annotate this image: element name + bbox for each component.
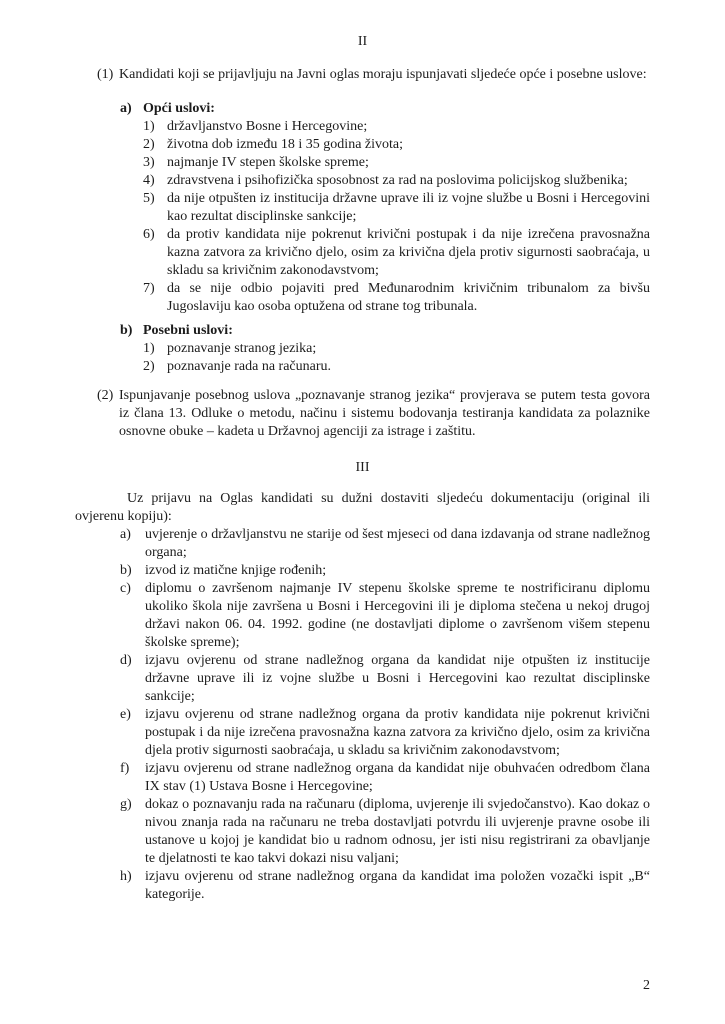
paragraph-2-marker: (2): [97, 388, 114, 403]
list-item-marker: 1): [143, 119, 155, 134]
list-item-text: državljanstvo Bosne i Hercegovine;: [167, 119, 368, 134]
list-item-marker: g): [120, 797, 132, 812]
documentation-list: [75, 526, 650, 904]
list-item: [143, 118, 650, 136]
list-item-marker: d): [120, 653, 132, 668]
special-conditions-list: [120, 322, 650, 376]
list-item: [120, 868, 650, 904]
list-item-marker: 6): [143, 227, 155, 242]
list-item: [143, 154, 650, 172]
list-item: [120, 526, 650, 562]
list-item: [143, 136, 650, 154]
section-iii-heading: III: [355, 460, 370, 475]
list-item-text: da nije otpušten iz institucija državne uprave ili iz vojne službe u Bosni i Hercegovini kao rezultat disciplinske sankcije;: [167, 191, 650, 224]
list-item-marker: 2): [143, 137, 155, 152]
list-item-marker: f): [120, 761, 130, 776]
list-item-marker: a): [120, 527, 131, 542]
list-item-marker: 1): [143, 341, 155, 356]
list-item-text: diplomu o završenom najmanje IV stepenu školske spreme te nostrificiranu diplomu ukoliko škola nije završena u Bosni i Hercegovini ili je diploma stečena u nekoj drugoj državi nakon 06. 04. 1992. godine (ne dostavljati diplome o završenom višem stepenu školske spreme);: [145, 581, 650, 650]
list-item-marker: c): [120, 581, 131, 596]
list-item: [143, 172, 650, 190]
list-item-marker: 4): [143, 173, 155, 188]
paragraph-1-text: Kandidati koji se prijavljuju na Javni oglas moraju ispunjavati sljedeće opće i posebne uslove:: [119, 67, 647, 82]
list-item: [143, 226, 650, 280]
list-item-text: dokaz o poznavanju rada na računaru (diploma, uvjerenje ili svjedočanstvo). Kao dokaz o nivou znanja rada na računaru ne treba dostavljati potvrdu ili uvjerenje pravne osobe ili ustanove u kojoj je kandidat bio u radnom odnosu, jer isti nisu registrirani za obavljanje te djelatnosti te kao takvi dokazi nisu valjani;: [145, 797, 650, 866]
list-item-text: izjavu ovjerenu od strane nadležnog organa da kandidat nije obuhvaćen odredbom člana IX stav (1) Ustava Bosne i Hercegovine;: [145, 761, 650, 794]
list-item: [120, 796, 650, 868]
special-conditions-items: [120, 340, 650, 376]
general-conditions-items: [120, 118, 650, 316]
general-conditions-title: Opći uslovi:: [143, 101, 215, 116]
paragraph-1-marker: (1): [97, 67, 114, 82]
list-item-marker: 3): [143, 155, 155, 170]
section-ii-heading: II: [357, 34, 368, 49]
list-item-text: zdravstvena i psihofizička sposobnost za rad na poslovima policijskog službenika;: [167, 173, 628, 188]
list-item-text: poznavanje rada na računaru.: [167, 359, 332, 374]
list-item-text: izjavu ovjerenu od strane nadležnog organa da kandidat nije otpušten iz institucije državne uprave ili iz vojne službe u Bosni i Hercegovini kao rezultat disciplinske sankcije;: [145, 653, 650, 704]
list-item-marker: e): [120, 707, 131, 722]
general-conditions-marker: a): [120, 101, 132, 116]
list-item-text: da se nije odbio pojaviti pred Međunarodnim krivičnim tribunalom za bivšu Jugoslaviju kao osoba optužena od strane tog tribunala.: [167, 281, 650, 314]
special-conditions-title: Posebni uslovi:: [143, 323, 233, 338]
list-item-marker: b): [120, 563, 132, 578]
general-conditions-title-row: [120, 100, 650, 118]
special-conditions-marker: b): [120, 323, 133, 338]
paragraph-2-text: Ispunjavanje posebnog uslova „poznavanje stranog jezika“ provjerava se putem testa govora iz člana 13. Odluke o metodu, načinu i sistemu bodovanja testiranja kandidata za polaznike osnovne obuke – kadeta u Državnoj agenciji za istrage i zaštitu.: [119, 388, 650, 439]
list-item-text: životna dob između 18 i 35 godina života;: [167, 137, 404, 152]
list-item: [120, 706, 650, 760]
list-item-text: uvjerenje o državljanstvu ne starije od šest mjeseci od dana izdavanja od strane nadležnog organa;: [145, 527, 650, 560]
list-item-marker: 5): [143, 191, 155, 206]
list-item-text: izjavu ovjerenu od strane nadležnog organa da kandidat ima položen vozački ispit „B“ kategorije.: [145, 869, 650, 902]
list-item-text: poznavanje stranog jezika;: [167, 341, 317, 356]
list-item-marker: 7): [143, 281, 155, 296]
list-item: [120, 652, 650, 706]
list-item-text: da protiv kandidata nije pokrenut krivični postupak i da nije izrečena pravosnažna kazna zatvora za krivično djelo, osim za krivična djela protiv sigurnosti saobraćaja, u skladu sa krivičnim zakonodavstvom;: [167, 227, 650, 278]
list-item-text: najmanje IV stepen školske spreme;: [167, 155, 369, 170]
list-item-text: izjavu ovjerenu od strane nadležnog organa da protiv kandidata nije pokrenut krivični postupak i da nije izrečena pravosnažna kazna zatvora za krivično djelo, osim za krivična djela protiv sigurnosti saobraćaja, u skladu sa krivičnim zakonodavstvom;: [145, 707, 650, 758]
list-item-marker: 2): [143, 359, 155, 374]
list-item: [120, 760, 650, 796]
list-item: [143, 280, 650, 316]
page-number: 2: [643, 978, 650, 993]
list-item: [120, 562, 650, 580]
paragraph-1: [97, 66, 650, 84]
general-conditions-list: [120, 100, 650, 316]
list-item: [143, 190, 650, 226]
list-item-text: izvod iz matične knjige rođenih;: [145, 563, 327, 578]
special-conditions-title-row: [120, 322, 650, 340]
list-item: [120, 580, 650, 652]
list-item: [143, 340, 650, 358]
section-iii-intro: Uz prijavu na Oglas kandidati su dužni dostaviti sljedeću dokumentaciju (original ili ovjerenu kopiju):: [75, 491, 650, 524]
list-item: [143, 358, 650, 376]
paragraph-2: [97, 387, 650, 441]
list-item-marker: h): [120, 869, 132, 884]
